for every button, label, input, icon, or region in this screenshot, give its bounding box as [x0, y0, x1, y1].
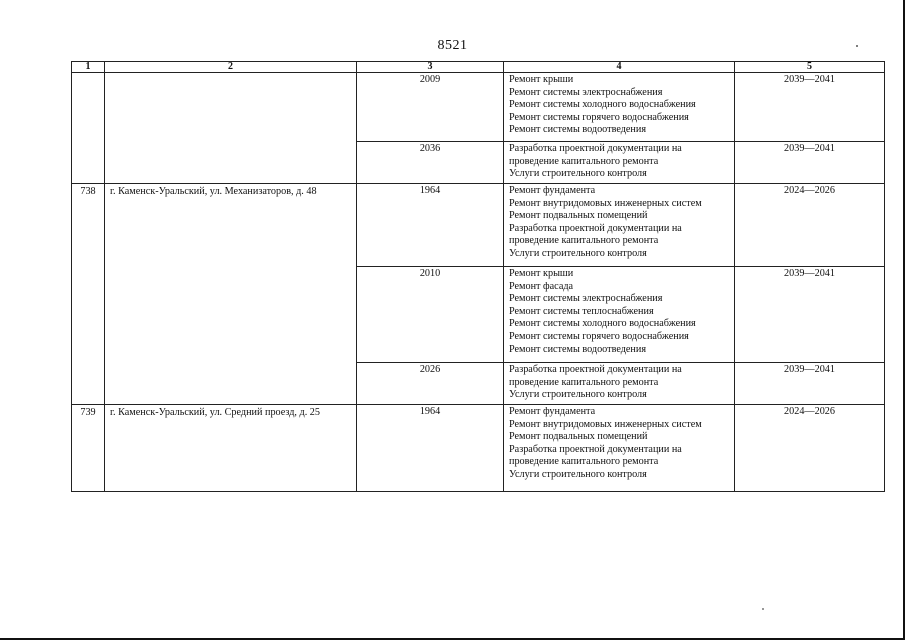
- work-item: Ремонт внутридомовых инженерных систем: [509, 197, 702, 209]
- work-item: проведение капитального ремонта: [509, 235, 659, 247]
- year-cell: 2009: [357, 73, 504, 142]
- work-item: Ремонт системы горячего водоснабжения: [509, 111, 689, 123]
- work-item: Ремонт подвальных помещений: [509, 431, 648, 443]
- header-row: [72, 62, 885, 73]
- work-item: Ремонт фундамента: [509, 406, 596, 417]
- work-item: Ремонт системы электроснабжения: [509, 293, 663, 305]
- work-item: Услуги строительного контроля: [509, 168, 647, 180]
- column-header-2: 2: [105, 62, 357, 73]
- table-row: [72, 405, 885, 492]
- year-cell: 2036: [357, 142, 504, 184]
- work-item: Ремонт системы холодного водоснабжения: [509, 318, 696, 330]
- building-address: г. Каменск-Уральский, ул. Механизаторов, д. 48: [105, 184, 357, 405]
- period-cell: 2039—2041: [735, 363, 885, 405]
- work-item: Ремонт фасада: [509, 280, 574, 292]
- work-item: Ремонт крыши: [509, 74, 574, 85]
- period-cell: 2039—2041: [735, 142, 885, 184]
- building-address: г. Каменск-Уральский, ул. Средний проезд, д. 25: [105, 405, 357, 492]
- table-body: [72, 73, 885, 492]
- work-item: Ремонт внутридомовых инженерных систем: [509, 418, 702, 430]
- period-cell: 2039—2041: [735, 267, 885, 363]
- works-cell: [504, 142, 735, 184]
- work-item: Разработка проектной документации на: [509, 222, 682, 234]
- column-header-3: 3: [357, 62, 504, 73]
- work-item: Ремонт системы горячего водоснабжения: [509, 330, 689, 342]
- work-item: Услуги строительного контроля: [509, 247, 647, 259]
- work-item: Услуги строительного контроля: [509, 468, 647, 480]
- building-address: [105, 73, 357, 184]
- works-cell: [504, 405, 735, 492]
- page-number: 8521: [437, 38, 468, 53]
- work-item: Ремонт крыши: [509, 268, 574, 279]
- year-cell: 1964: [357, 184, 504, 267]
- column-header-4: 4: [504, 62, 735, 73]
- works-cell: [504, 267, 735, 363]
- column-header-5: 5: [735, 62, 885, 73]
- year-cell: 2026: [357, 363, 504, 405]
- work-item: Услуги строительного контроля: [509, 389, 647, 401]
- work-item: Ремонт системы водоотведения: [509, 124, 647, 136]
- period-cell: 2039—2041: [735, 73, 885, 142]
- object-number: [72, 73, 105, 184]
- object-number: 738: [72, 184, 105, 405]
- works-cell: [504, 363, 735, 405]
- work-item: Разработка проектной документации на: [509, 364, 682, 375]
- work-item: Ремонт системы водоотведения: [509, 343, 647, 355]
- period-cell: 2024—2026: [735, 405, 885, 492]
- object-number: 739: [72, 405, 105, 492]
- work-item: Ремонт фундамента: [509, 185, 596, 196]
- table-row: [72, 184, 885, 267]
- work-item: проведение капитального ремонта: [509, 456, 659, 468]
- works-cell: [504, 184, 735, 267]
- work-item: проведение капитального ремонта: [509, 155, 659, 167]
- work-item: проведение капитального ремонта: [509, 376, 659, 388]
- scan-speck: [762, 608, 764, 610]
- works-cell: [504, 73, 735, 142]
- work-item: Разработка проектной документации на: [509, 143, 682, 154]
- work-item: Разработка проектной документации на: [509, 443, 682, 455]
- year-cell: 2010: [357, 267, 504, 363]
- work-item: Ремонт системы теплоснабжения: [509, 305, 654, 317]
- work-item: Ремонт системы холодного водоснабжения: [509, 99, 696, 111]
- table-row: [72, 73, 885, 142]
- repair-schedule-table: [71, 61, 885, 492]
- work-item: Ремонт системы электроснабжения: [509, 86, 663, 98]
- period-cell: 2024—2026: [735, 184, 885, 267]
- column-header-1: 1: [72, 62, 105, 73]
- year-cell: 1964: [357, 405, 504, 492]
- work-item: Ремонт подвальных помещений: [509, 210, 648, 222]
